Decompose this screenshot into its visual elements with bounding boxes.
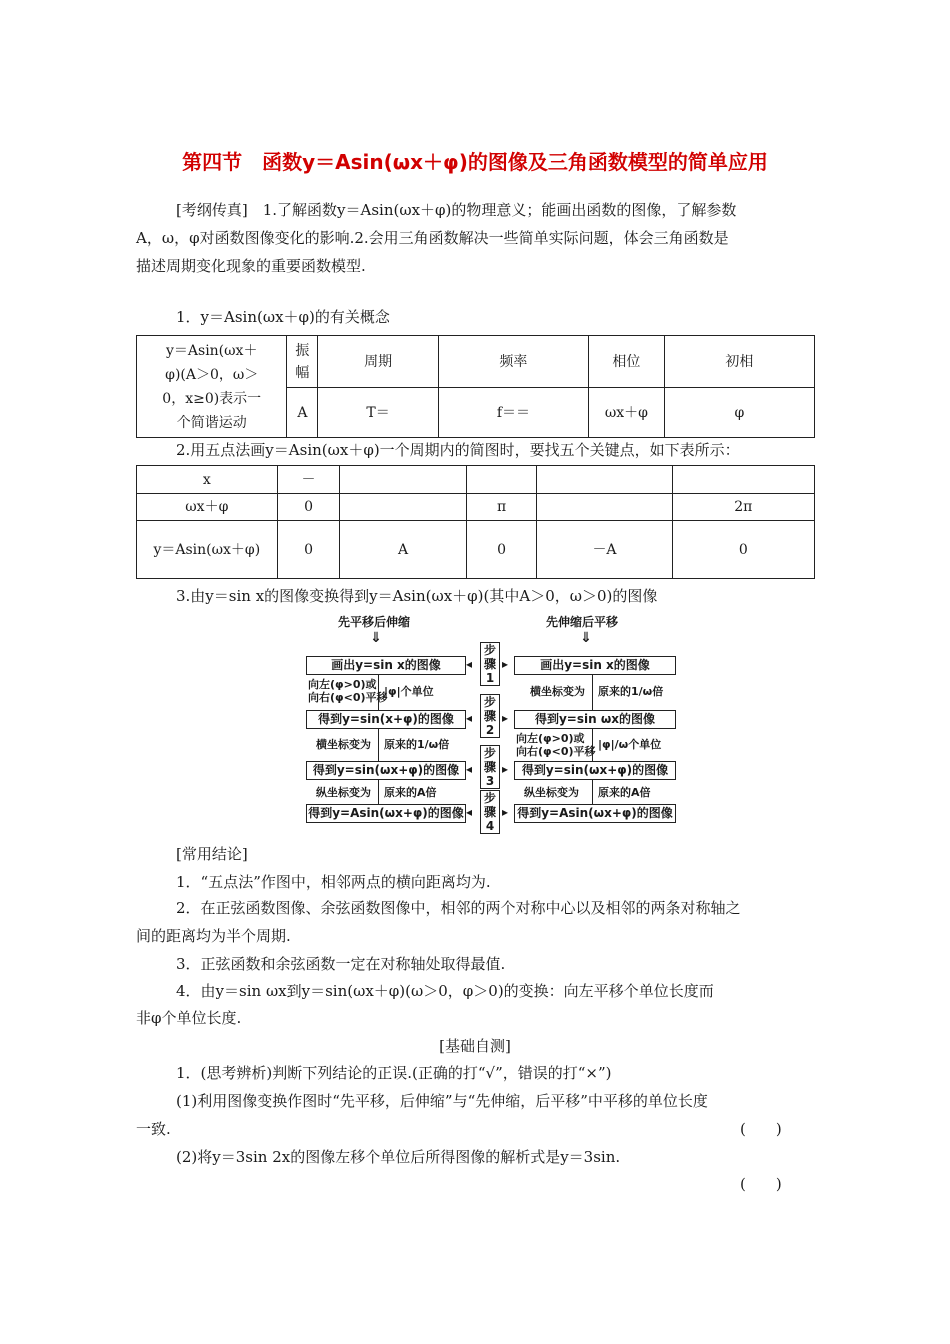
five-point-table xyxy=(136,465,815,579)
right-arrow-icon: ▸ xyxy=(502,805,509,819)
conclusion-3: 3．正弦函数和余弦函数一定在对称轴处取得最值. xyxy=(176,955,506,973)
conclusion-1: 1．“五点法”作图中，相邻两点的横向距离均为. xyxy=(176,873,491,891)
page-title: 第四节 函数y＝Asin(ωx＋φ)的图像及三角函数模型的简单应用 xyxy=(182,150,768,174)
intro-line-1: [考纲传真] 1.了解函数y＝Asin(ωx＋φ)的物理意义；能画出函数的图像，了解参数 xyxy=(176,201,737,219)
right-op-3: 纵坐标变为 xyxy=(524,786,579,799)
left-box-3: 得到y=sin(ωx+φ)的图像 xyxy=(306,761,466,780)
table-row: x － xyxy=(137,466,815,494)
left-op-1: 向左(φ>0)或 向右(φ<0)平移 xyxy=(308,678,388,704)
right-op-2: 向左(φ>0)或 向右(φ<0)平移 xyxy=(516,732,596,758)
conclusions-heading: [常用结论] xyxy=(176,845,248,863)
section-1-heading: 1．y＝Asin(ωx＋φ)的有关概念 xyxy=(176,308,390,326)
right-op-1: 横坐标变为 xyxy=(530,685,585,698)
amplitude-value: A xyxy=(287,388,318,438)
right-op-2-amount: |φ|/ω个单位 xyxy=(598,738,662,751)
left-arrow-icon: ◂ xyxy=(466,762,473,776)
section-2-heading: 2.用五点法画y＝Asin(ωx＋φ)一个周期内的简图时，要找五个关键点，如下表所示： xyxy=(176,441,740,459)
left-path-title: 先平移后伸缩 xyxy=(338,615,411,629)
self-test-heading: [基础自测] xyxy=(439,1037,511,1055)
right-connector xyxy=(592,780,593,804)
table-row: ωx＋φ 0 π 2π xyxy=(137,494,815,521)
answer-blank[interactable]: ( ) xyxy=(740,1175,782,1193)
right-box-2: 得到y=sin ωx的图像 xyxy=(514,710,676,729)
down-arrow-icon: ⇓ xyxy=(580,630,592,646)
frequency-header: 频率 xyxy=(438,336,588,388)
left-op-3-amount: 原来的A倍 xyxy=(384,786,437,799)
amplitude-header: 振 幅 xyxy=(287,336,318,388)
conclusion-4a: 4．由y＝sin ωx到y＝sin(ωx＋φ)(ω＞0，φ＞0)的变换：向左平移个单位长度而 xyxy=(176,982,714,1000)
right-box-3: 得到y=sin(ωx+φ)的图像 xyxy=(514,761,676,780)
table-row: y＝Asin(ωx＋φ) 0 A 0 －A 0 xyxy=(137,521,815,579)
intro-line-3: 描述周期变化现象的重要函数模型. xyxy=(136,257,366,275)
left-op-2: 横坐标变为 xyxy=(316,738,371,751)
left-arrow-icon: ◂ xyxy=(466,657,473,671)
conclusion-2a: 2．在正弦函数图像、余弦函数图像中，相邻的两个对称中心以及相邻的两条对称轴之 xyxy=(176,899,741,917)
intro-line-2: A，ω，φ对函数图像变化的影响.2.会用三角函数解决一些简单实际问题，体会三角函数是 xyxy=(136,229,729,247)
initial-phase-header: 初相 xyxy=(664,336,814,388)
left-box-2: 得到y=sin(x+φ)的图像 xyxy=(306,710,466,729)
period-header: 周期 xyxy=(318,336,438,388)
left-op-3: 纵坐标变为 xyxy=(316,786,371,799)
section-3-heading: 3.由y＝sin x的图像变换得到y＝Asin(ωx＋φ)(其中A＞0，ω＞0)的图像 xyxy=(176,587,658,605)
down-arrow-icon: ⇓ xyxy=(370,630,382,646)
phase-value: ωx＋φ xyxy=(589,388,665,438)
left-connector xyxy=(378,780,379,804)
left-arrow-icon: ◂ xyxy=(466,711,473,725)
transformation-diagram xyxy=(300,610,682,840)
right-arrow-icon: ▸ xyxy=(502,711,509,725)
right-connector xyxy=(592,675,593,710)
right-op-1-amount: 原来的1/ω倍 xyxy=(598,685,664,698)
left-box-1: 画出y=sin x的图像 xyxy=(306,656,466,675)
step-1-badge: 步 骤 1 xyxy=(480,642,500,686)
question-1-1b: 一致. xyxy=(136,1120,171,1138)
question-1-1a: (1)利用图像变换作图时“先平移，后伸缩”与“先伸缩，后平移”中平移的单位长度 xyxy=(176,1092,708,1110)
frequency-value: f＝＝ xyxy=(438,388,588,438)
step-2-badge: 步 骤 2 xyxy=(480,694,500,738)
left-box-4: 得到y=Asin(ωx+φ)的图像 xyxy=(306,804,466,823)
left-arrow-icon: ◂ xyxy=(466,805,473,819)
step-4-badge: 步 骤 4 xyxy=(480,790,500,834)
question-1: 1．(思考辨析)判断下列结论的正误.(正确的打“√”，错误的打“×”) xyxy=(176,1064,612,1082)
right-arrow-icon: ▸ xyxy=(502,657,509,671)
right-box-1: 画出y=sin x的图像 xyxy=(514,656,676,675)
right-op-3-amount: 原来的A倍 xyxy=(598,786,651,799)
left-connector xyxy=(378,729,379,761)
conclusion-4b: 非φ个单位长度. xyxy=(136,1009,242,1027)
concept-description: y＝Asin(ωx＋ φ)(A＞0，ω＞ 0，x≥0)表示一 个简谐运动 xyxy=(137,336,287,438)
right-path-title: 先伸缩后平移 xyxy=(546,615,619,629)
step-3-badge: 步 骤 3 xyxy=(480,745,500,789)
answer-blank[interactable]: ( ) xyxy=(740,1120,782,1138)
concept-table xyxy=(136,335,815,438)
initial-phase-value: φ xyxy=(664,388,814,438)
right-box-4: 得到y=Asin(ωx+φ)的图像 xyxy=(514,804,676,823)
conclusion-2b: 间的距离均为半个周期. xyxy=(136,927,291,945)
question-1-2: (2)将y＝3sin 2x的图像左移个单位后所得图像的解析式是y＝3sin. xyxy=(176,1148,621,1166)
phase-header: 相位 xyxy=(589,336,665,388)
left-op-2-amount: 原来的1/ω倍 xyxy=(384,738,450,751)
period-value: T＝ xyxy=(318,388,438,438)
right-arrow-icon: ▸ xyxy=(502,762,509,776)
left-op-1-amount: |φ|个单位 xyxy=(384,685,434,698)
